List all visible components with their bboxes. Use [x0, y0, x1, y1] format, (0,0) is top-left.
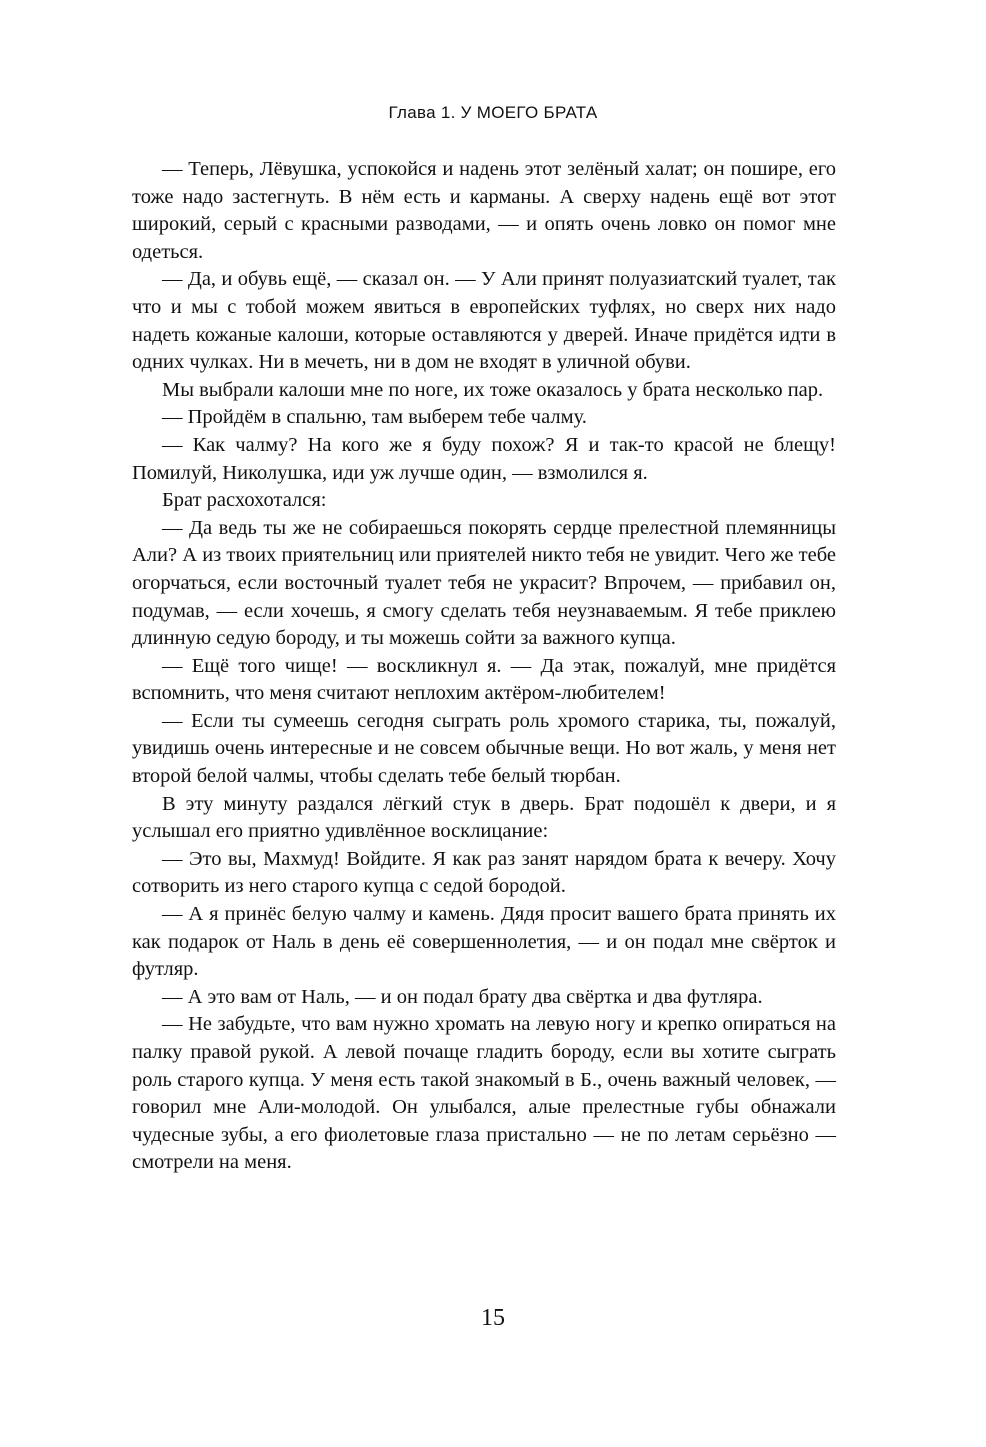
- paragraph: — Пройдём в спальню, там выберем тебе чалму.: [162, 406, 587, 429]
- paragraph: — А это вам от Наль, — и он подал брату два свёртка и два футляра.: [162, 985, 763, 1008]
- page-number: 15: [481, 1305, 505, 1331]
- paragraph: — Не забудьте, что вам нужно хромать на левую ногу и крепко опираться на палку правой рукой. А левой почаще гладить бороду, если вы хотите сыграть роль старого купца. У меня есть такой знакомый в Б., очень важный человек, — говорил мне Али-молодой. Он улыбался, алые прелестные губы обнажали чудесные зубы, а его фиолетовые глаза пристально — не по летам серьёзно — смотрели на меня.: [132, 1013, 836, 1174]
- paragraph: В эту минуту раздался лёгкий стук в дверь. Брат подошёл к двери, и я услышал его приятно удивлённое восклицание:: [132, 792, 836, 843]
- paragraph: Мы выбрали калоши мне по ноге, их тоже оказалось у брата несколько пар.: [162, 378, 824, 401]
- paragraph: — Это вы, Махмуд! Войдите. Я как раз занят нарядом брата к вечеру. Хочу сотворить из него старого купца с седой бородой.: [132, 847, 836, 898]
- running-head: Глава 1. У МОЕГО БРАТА: [388, 103, 598, 122]
- paragraph: — Ещё того чище! — воскликнул я. — Да этак, пожалуй, мне придётся вспомнить, что меня считают неплохим актёром-любителем!: [132, 654, 836, 705]
- paragraph: — Если ты сумеешь сегодня сыграть роль хромого старика, ты, пожалуй, увидишь очень интересные и не совсем обычные вещи. Но вот жаль, у меня нет второй белой чалмы, чтобы сделать тебе белый тюрбан.: [132, 709, 836, 788]
- paragraph: — А я принёс белую чалму и камень. Дядя просит вашего брата принять их как подарок от Наль в день её совершеннолетия, — и он подал мне свёрток и футляр.: [132, 903, 836, 981]
- paragraph: Брат расхохотался:: [162, 489, 327, 512]
- paragraph: — Теперь, Лёвушка, успокойся и надень этот зелёный халат; он пошире, его тоже надо застегнуть. В нём есть и карманы. А сверху надень ещё вот этот широкий, серый с красными разводами, — и опять очень ловко он помог мне одеться.: [132, 158, 836, 263]
- paragraph: — Да, и обувь ещё, — сказал он. — У Али принят полуазиатский туалет, так что и мы с тобой можем явиться в европейских туфлях, но сверх них надо надеть кожаные калоши, которые оставляются у дверей. Иначе придётся идти в одних чулках. Ни в мечеть, ни в дом не входят в уличной обуви.: [132, 268, 836, 374]
- paragraph: — Да ведь ты же не собираешься покорять сердце прелестной племянницы Али? А из твоих приятельниц или приятелей никто тебя не увидит. Чего же тебе огорчаться, если восточный туалет тебя не украсит? Впрочем, — прибавил он, подумав, — если хочешь, я смогу сделать тебя неузнаваемым. Я тебе приклею длинную седую бороду, и ты можешь сойти за важного купца.: [132, 516, 836, 650]
- paragraph: — Как чалму? На кого же я буду похож? Я и так-то красой не блещу! Помилуй, Николушка, иди уж лучше один, — взмолился я.: [132, 433, 836, 484]
- body-text: [132, 156, 836, 1177]
